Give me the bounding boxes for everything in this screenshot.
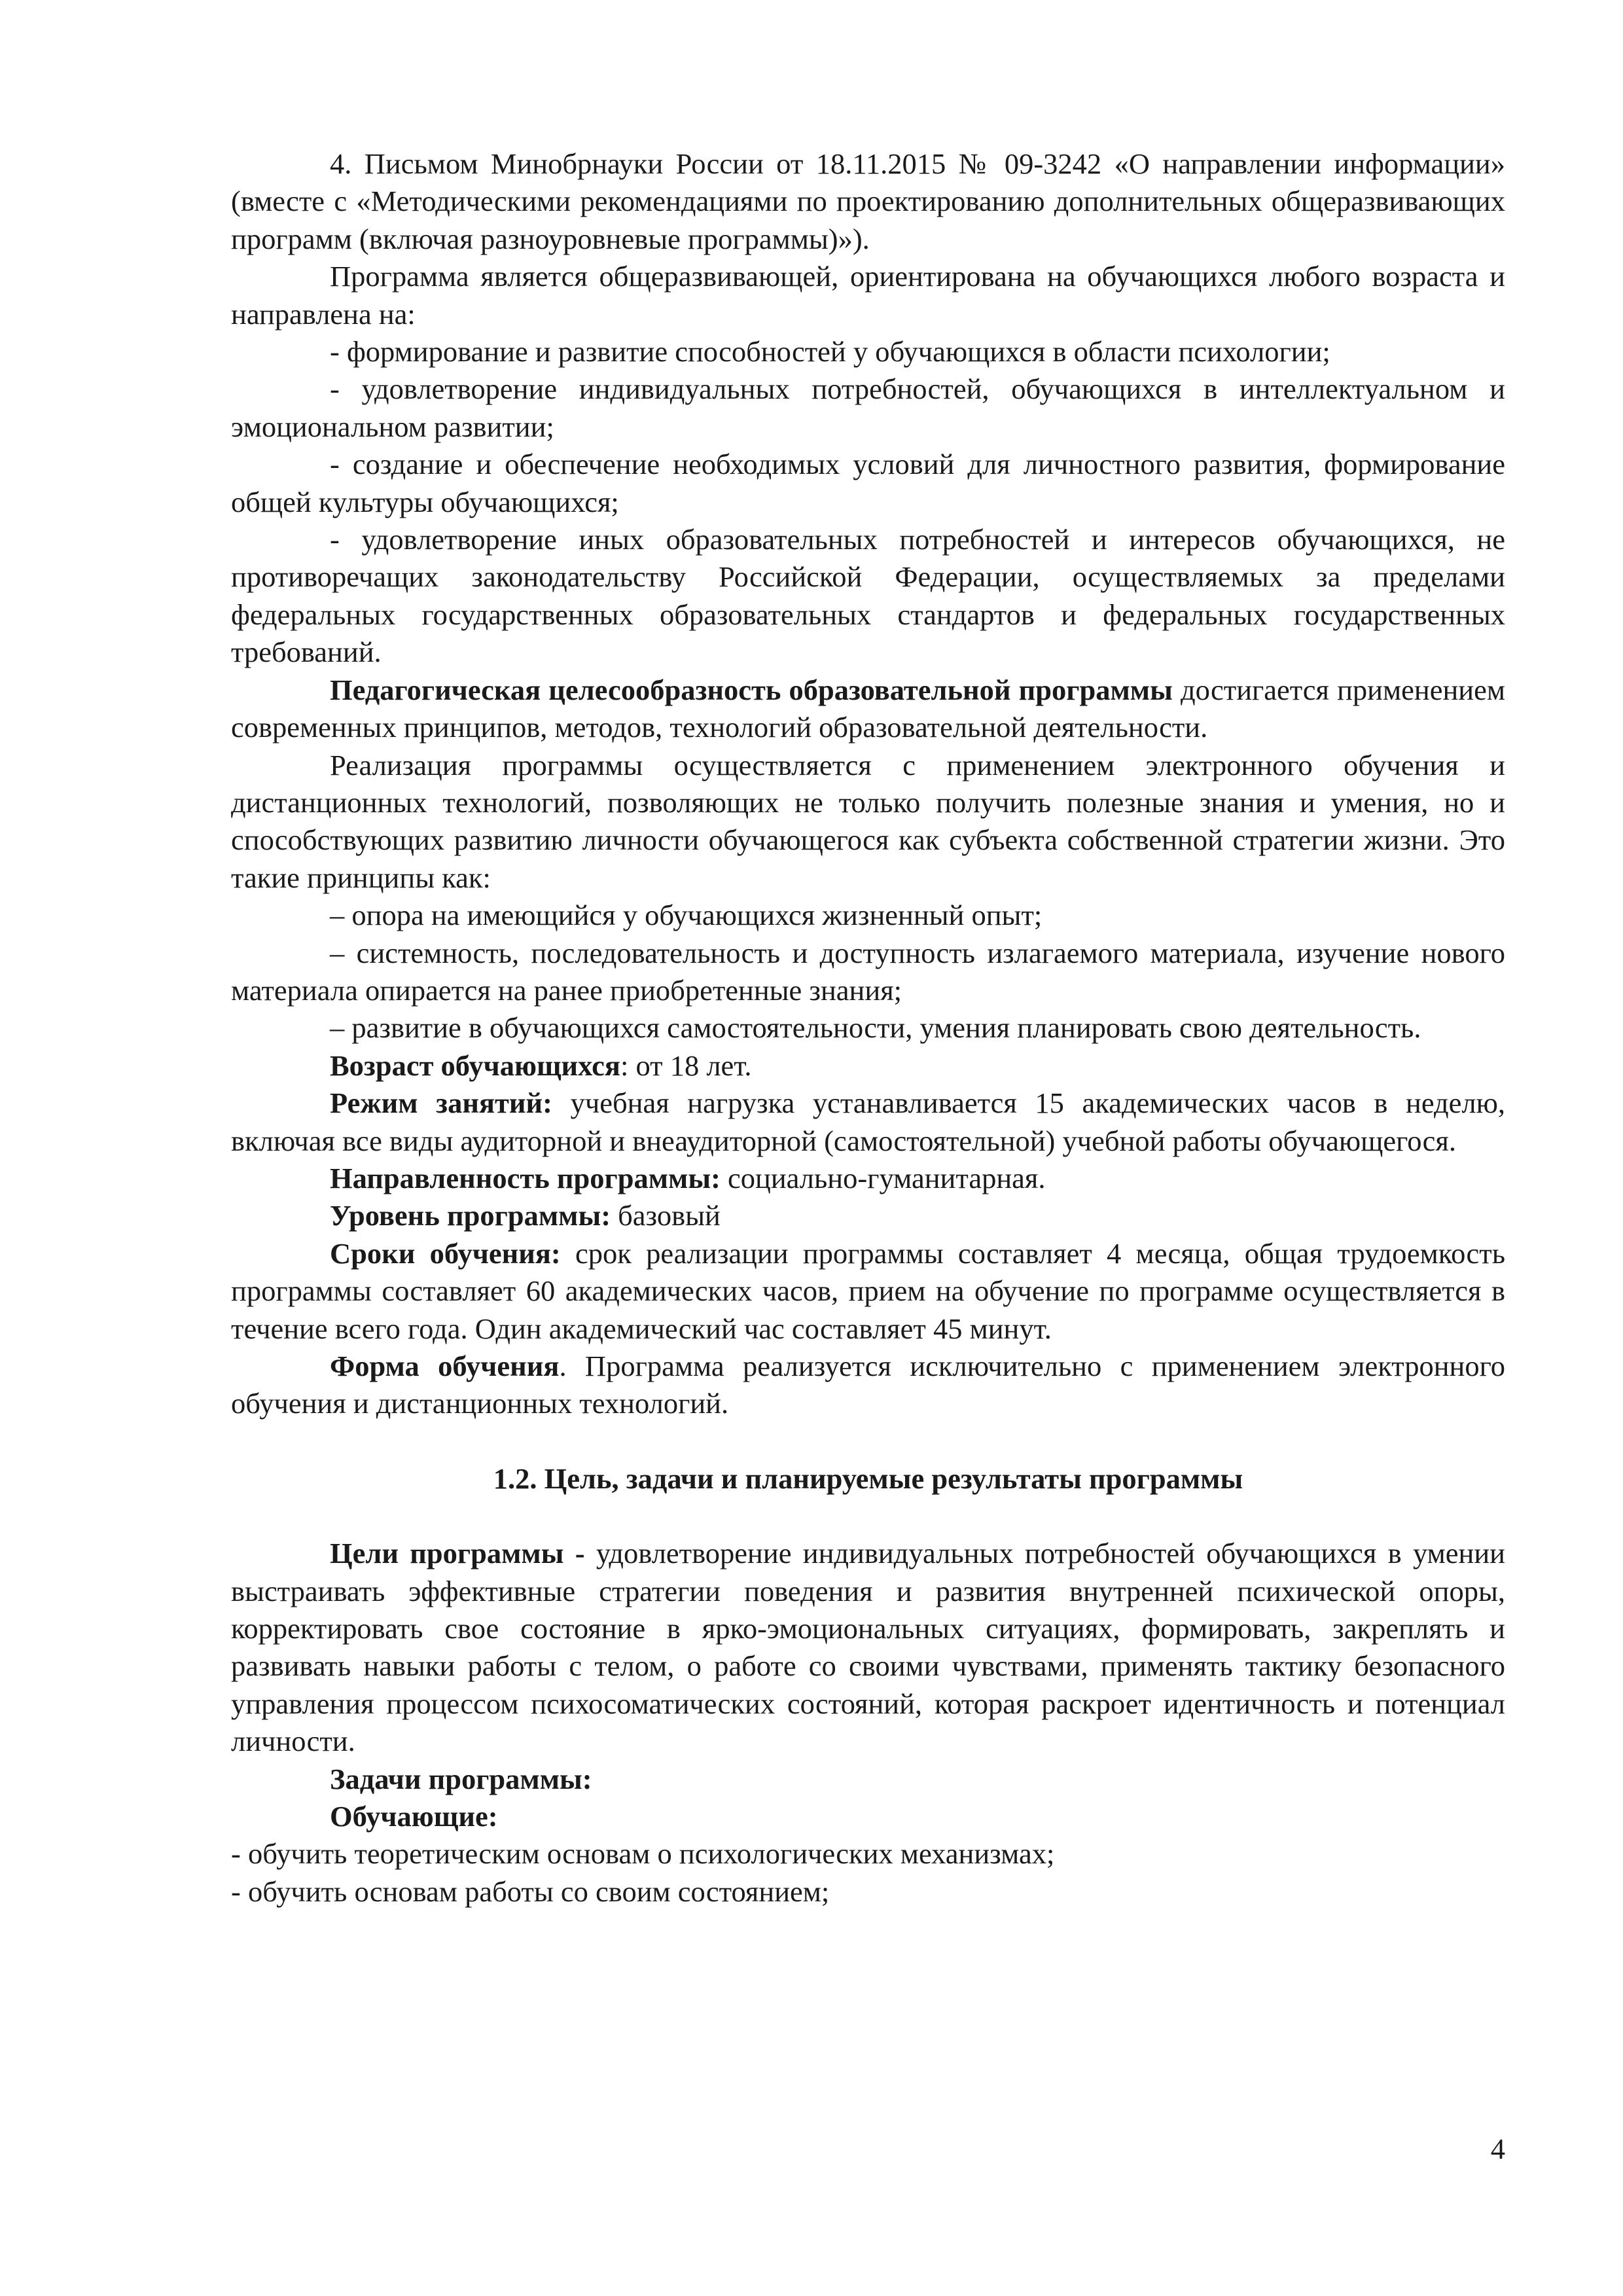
list-item: - обучить основам работы со своим состоянием; bbox=[231, 1874, 830, 1908]
goals-label: Цели программы - bbox=[330, 1537, 585, 1570]
focus-label: Направленность программы: bbox=[330, 1161, 721, 1194]
list-item: - обучить теоретическим основам о психологических механизмах; bbox=[231, 1837, 1055, 1871]
age-label: Возраст обучающихся bbox=[330, 1049, 620, 1082]
page-number: 4 bbox=[1490, 2132, 1505, 2165]
paragraph-form bbox=[231, 1348, 1505, 1423]
paragraph-age bbox=[231, 1047, 1505, 1085]
level-text: базовый bbox=[611, 1199, 721, 1232]
paragraph-pedagogical bbox=[231, 672, 1505, 747]
list-item: - удовлетворение индивидуальных потребностей, обучающихся в интеллектуальном и эмоциональном развитии; bbox=[231, 372, 1505, 443]
paragraph-level bbox=[231, 1197, 1505, 1234]
form-text: . Программа реализуется исключительно с применением электронного обучения и дистанционных технологий. bbox=[231, 1350, 1506, 1420]
mode-text: учебная нагрузка устанавливается 15 академических часов в неделю, включая все виды аудиторной и внеаудиторной (самостоятельной) учебной работы обучающегося. bbox=[231, 1086, 1505, 1157]
paragraph-teaching-heading bbox=[231, 1798, 1505, 1835]
list-item: – опора на имеющийся у обучающихся жизненный опыт; bbox=[330, 899, 1043, 932]
focus-text: социально-гуманитарная. bbox=[720, 1161, 1046, 1194]
goals-text: удовлетворение индивидуальных потребностей обучающихся в умении выстраивать эффективные стратегии поведения и развития внутренней психической опоры, корректировать свое состояние в ярко-эмоциональных ситуациях, формировать, закреплять и развивать навыки работы с телом, о работе со своими чувствами, применять тактику безопасного управления процессом психосоматических состояний, которая раскроет идентичность и потенциал личности. bbox=[231, 1537, 1505, 1758]
paragraph-goals bbox=[231, 1535, 1505, 1760]
paragraph-mode bbox=[231, 1085, 1505, 1160]
paragraph-implementation: Реализация программы осуществляется с применением электронного обучения и дистанционных технологий, позволяющих не только получить полезные знания и умения, но и способствующих развитию личности обучающегося как субъекта собственной стратегии жизни. Это такие принципы как: bbox=[231, 748, 1505, 894]
paragraph-focus bbox=[231, 1160, 1505, 1197]
document-body bbox=[231, 145, 1505, 1910]
form-label: Форма обучения bbox=[330, 1350, 560, 1382]
paragraph-letter-ref: 4. Письмом Минобрнауки России от 18.11.2015 № 09-3242 «О направлении информации» (вместе с «Методическими рекомендациями по проектированию дополнительных общеразвивающих программ (включая разноуровневые программы)»). bbox=[231, 147, 1505, 255]
tasks-label: Задачи программы: bbox=[330, 1762, 592, 1795]
section-title: 1.2. Цель, задачи и планируемые результаты программы bbox=[493, 1462, 1243, 1495]
level-label: Уровень программы: bbox=[330, 1199, 611, 1232]
paragraph-tasks-heading bbox=[231, 1761, 1505, 1798]
teaching-label: Обучающие: bbox=[330, 1800, 498, 1833]
list-item: - формирование и развитие способностей у обучающихся в области психологии; bbox=[330, 335, 1330, 368]
paragraph-term bbox=[231, 1235, 1505, 1348]
list-item: – развитие в обучающихся самостоятельности, умения планировать свою деятельность. bbox=[330, 1011, 1421, 1045]
list-item: - удовлетворение иных образовательных потребностей и интересов обучающихся, не противоречащих законодательству Российской Федерации, осуществляемых за пределами федеральных государственных образовательных стандартов и федеральных государственных требований. bbox=[231, 523, 1505, 669]
spacer bbox=[231, 1498, 1505, 1535]
list-item: – системность, последовательность и доступность излагаемого материала, изучение нового материала опирается на ранее приобретенные знания; bbox=[231, 936, 1505, 1007]
pedagogical-label: Педагогическая целесообразность образовательной программы bbox=[330, 673, 1173, 706]
mode-label: Режим занятий: bbox=[330, 1086, 552, 1120]
paragraph-program-intro: Программа является общеразвивающей, ориентирована на обучающихся любого возраста и направлена на: bbox=[231, 260, 1505, 331]
spacer bbox=[231, 1423, 1505, 1460]
term-text: срок реализации программы составляет 4 месяца, общая трудоемкость программы составляет 60 академических часов, прием на обучение по программе осуществляется в течение всего года. Один академический час составляет 45 минут. bbox=[231, 1236, 1505, 1345]
list-item: - создание и обеспечение необходимых условий для личностного развития, формирование общей культуры обучающихся; bbox=[231, 448, 1505, 518]
term-label: Сроки обучения: bbox=[330, 1236, 561, 1270]
pedagogical-text: достигается применением современных принципов, методов, технологий образовательной деятельности. bbox=[231, 673, 1506, 744]
section-heading bbox=[231, 1460, 1505, 1498]
age-text: : от 18 лет. bbox=[620, 1049, 752, 1082]
